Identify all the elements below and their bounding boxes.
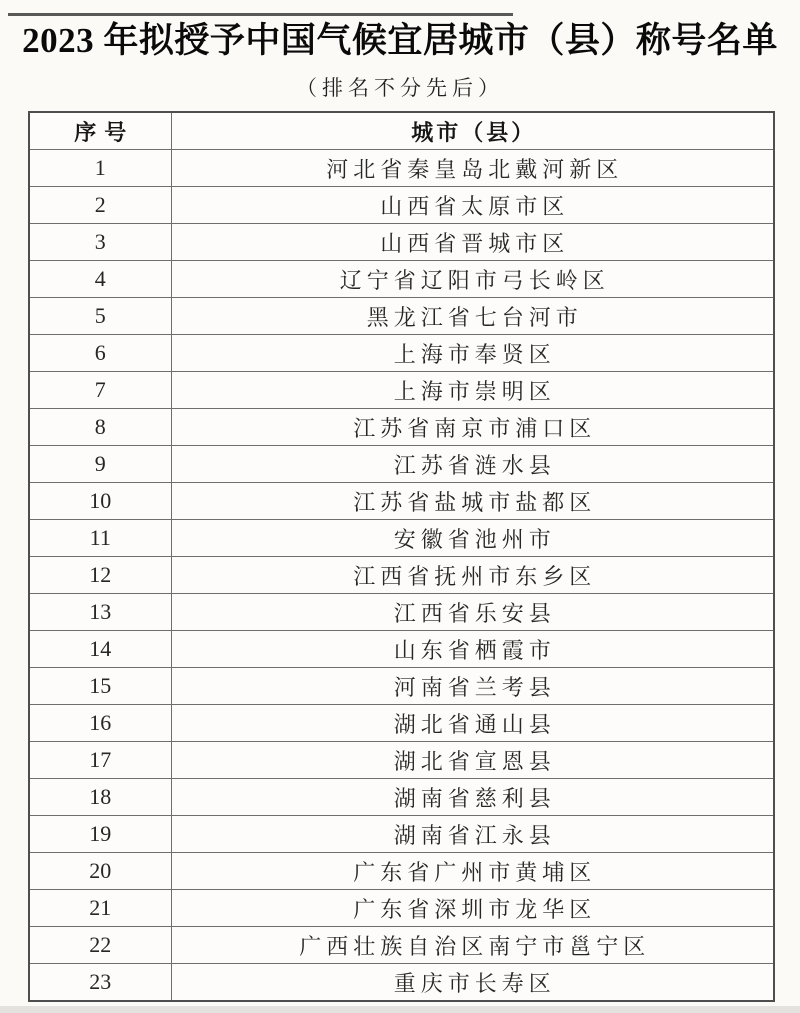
row-no: 11: [29, 520, 171, 557]
row-no: 17: [29, 742, 171, 779]
row-city: 湖南省慈利县: [171, 779, 774, 816]
table-row: [29, 964, 774, 1002]
row-no: 12: [29, 557, 171, 594]
row-no: 23: [29, 964, 171, 1002]
row-city: 湖北省宣恩县: [171, 742, 774, 779]
row-no: 20: [29, 853, 171, 890]
row-no: 13: [29, 594, 171, 631]
col-header-no: 序号: [29, 112, 171, 150]
table-row: [29, 372, 774, 409]
row-no: 16: [29, 705, 171, 742]
row-city: 河南省兰考县: [171, 668, 774, 705]
row-city: 江西省乐安县: [171, 594, 774, 631]
row-no: 19: [29, 816, 171, 853]
table-row: [29, 298, 774, 335]
table-row: [29, 224, 774, 261]
table-row: [29, 668, 774, 705]
row-city: 湖北省通山县: [171, 705, 774, 742]
row-city: 上海市崇明区: [171, 372, 774, 409]
row-city: 江苏省涟水县: [171, 446, 774, 483]
table-row: [29, 890, 774, 927]
table-row: [29, 816, 774, 853]
row-city: 河北省秦皇岛北戴河新区: [171, 150, 774, 187]
scan-edge-band: [0, 1006, 800, 1013]
row-no: 6: [29, 335, 171, 372]
row-city: 黑龙江省七台河市: [171, 298, 774, 335]
row-no: 22: [29, 927, 171, 964]
table-row: [29, 594, 774, 631]
row-city: 辽宁省辽阳市弓长岭区: [171, 261, 774, 298]
table-row: [29, 853, 774, 890]
row-no: 2: [29, 187, 171, 224]
table-row: [29, 742, 774, 779]
row-no: 7: [29, 372, 171, 409]
table-row: [29, 150, 774, 187]
row-no: 8: [29, 409, 171, 446]
table-row: [29, 631, 774, 668]
table-row: [29, 557, 774, 594]
page-title: 2023 年拟授予中国气候宜居城市（县）称号名单: [22, 21, 778, 60]
table-header: [29, 112, 774, 150]
row-no: 4: [29, 261, 171, 298]
row-city: 上海市奉贤区: [171, 335, 774, 372]
row-no: 3: [29, 224, 171, 261]
page-subtitle: （排名不分先后）: [296, 76, 504, 100]
scan-artifact-line: [8, 13, 513, 16]
col-header-city: 城市（县）: [171, 112, 774, 150]
table-row: [29, 483, 774, 520]
table-row: [29, 705, 774, 742]
row-no: 18: [29, 779, 171, 816]
row-city: 重庆市长寿区: [171, 964, 774, 1002]
row-city: 广西壮族自治区南宁市邕宁区: [171, 927, 774, 964]
row-city: 广东省广州市黄埔区: [171, 853, 774, 890]
table-body: [29, 150, 774, 1002]
row-city: 湖南省江永县: [171, 816, 774, 853]
row-city: 山东省栖霞市: [171, 631, 774, 668]
table-row: [29, 187, 774, 224]
table-row: [29, 261, 774, 298]
table-row: [29, 335, 774, 372]
award-table: [28, 111, 775, 1002]
row-no: 21: [29, 890, 171, 927]
table-row: [29, 927, 774, 964]
row-city: 江西省抚州市东乡区: [171, 557, 774, 594]
row-no: 15: [29, 668, 171, 705]
row-city: 山西省晋城市区: [171, 224, 774, 261]
row-city: 安徽省池州市: [171, 520, 774, 557]
table-row: [29, 779, 774, 816]
header-row: [29, 112, 774, 150]
row-no: 9: [29, 446, 171, 483]
table-row: [29, 446, 774, 483]
row-no: 5: [29, 298, 171, 335]
table-row: [29, 520, 774, 557]
row-no: 1: [29, 150, 171, 187]
row-city: 江苏省盐城市盐都区: [171, 483, 774, 520]
row-city: 江苏省南京市浦口区: [171, 409, 774, 446]
row-city: 广东省深圳市龙华区: [171, 890, 774, 927]
row-city: 山西省太原市区: [171, 187, 774, 224]
row-no: 10: [29, 483, 171, 520]
row-no: 14: [29, 631, 171, 668]
table-row: [29, 409, 774, 446]
